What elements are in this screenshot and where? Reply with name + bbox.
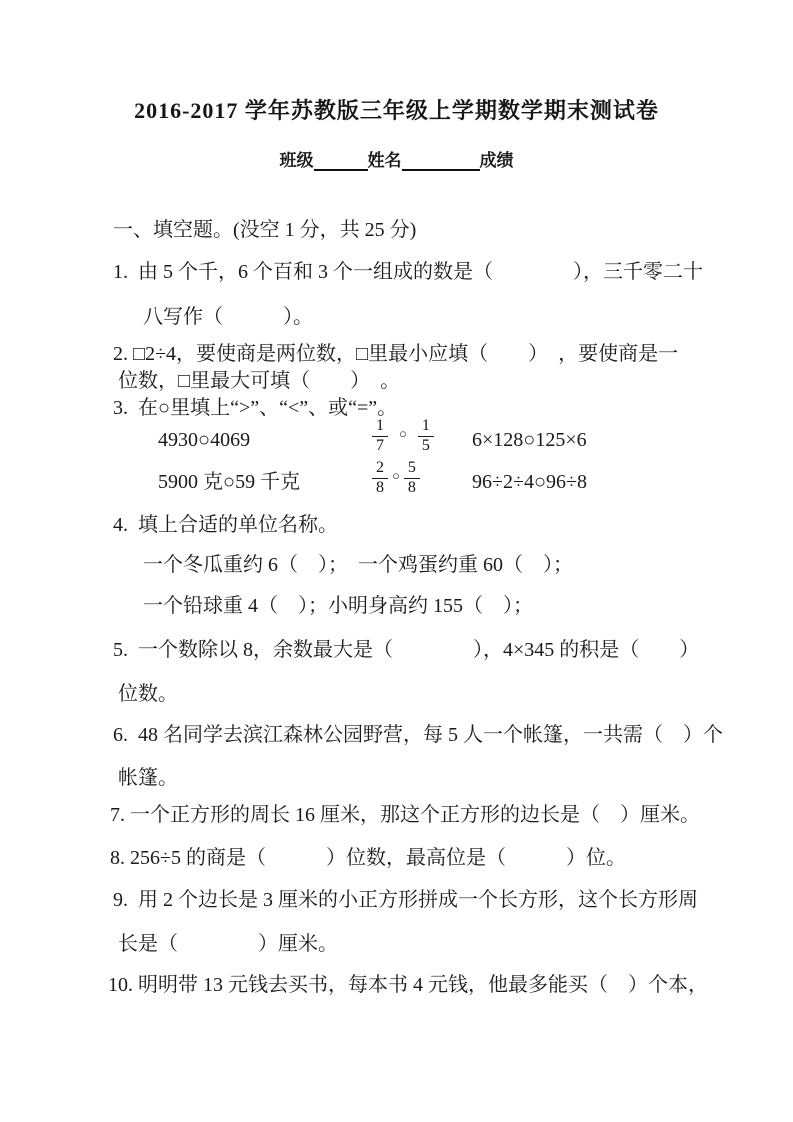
fraction-five-eighths — [404, 460, 420, 497]
question-1-line-2: 八写作（ ）。 — [143, 306, 313, 328]
question-4-heading: 4. 填上合适的单位名称。 — [113, 514, 338, 536]
fraction-one-seventh — [372, 418, 388, 455]
question-7-line-1: 7. 一个正方形的周长 16 厘米，那这个正方形的边长是（ ）厘米。 — [110, 804, 700, 826]
compare-item-products: 6×128○125×6 — [472, 429, 587, 451]
question-9-line-2: 长是（ ）厘米。 — [118, 933, 338, 955]
fraction-denominator: 8 — [376, 478, 384, 496]
question-10-line-1: 10. 明明带 13 元钱去买书，每本书 4 元钱，他最多能买（ ）个本， — [108, 974, 708, 996]
compare-circle-icon: ○ — [392, 468, 400, 484]
question-5-line-2: 位数。 — [118, 683, 178, 705]
name-field-label: 姓名 — [367, 151, 402, 170]
compare-item-weights: 5900 克○59 千克 — [158, 471, 301, 493]
exam-title: 2016-2017 学年苏教版三年级上学期数学期末测试卷 — [134, 98, 659, 123]
fraction-two-eighths — [372, 460, 388, 497]
question-6-line-1: 6. 48 名同学去滨江森林公园野营，每 5 人一个帐篷，一共需（ ）个 — [113, 724, 723, 746]
name-blank-line — [402, 150, 480, 171]
question-2-line-1: 2. □2÷4，要使商是两位数，□里最小应填（ ） ，要使商是一 — [113, 343, 679, 365]
compare-circle-icon: ○ — [399, 426, 407, 442]
question-6-line-2: 帐篷。 — [118, 767, 178, 789]
class-blank-line — [314, 150, 368, 171]
fraction-denominator: 8 — [407, 478, 416, 496]
fraction-numerator: 1 — [372, 418, 388, 437]
question-9-line-1: 9. 用 2 个边长是 3 厘米的小正方形拼成一个长方形，这个长方形周 — [113, 889, 698, 911]
question-4-line-2: 一个铅球重 4（ ）；小明身高约 155（ ）； — [143, 595, 533, 617]
score-field-label: 成绩 — [479, 151, 514, 170]
question-2-line-2: 位数，□里最大可填（ ） 。 — [118, 370, 401, 392]
fraction-one-fifth — [418, 418, 434, 455]
compare-item-numbers: 4930○4069 — [158, 429, 251, 451]
section-1-heading: 一、填空题。(没空 1 分，共 25 分) — [113, 219, 417, 241]
fraction-numerator: 1 — [418, 418, 434, 437]
header-fields-row — [280, 146, 514, 171]
fraction-denominator: 7 — [376, 436, 384, 454]
question-8-line-1: 8. 256÷5 的商是（ ）位数，最高位是（ ）位。 — [110, 847, 626, 869]
compare-item-divisions: 96÷2÷4○96÷8 — [472, 471, 588, 493]
question-5-line-1: 5. 一个数除以 8，余数最大是（ ），4×345 的积是（ ） — [113, 639, 700, 661]
fraction-denominator: 5 — [421, 436, 430, 454]
fraction-numerator: 5 — [404, 460, 420, 479]
fraction-numerator: 2 — [372, 460, 388, 479]
question-3-heading: 3. 在○里填上“>”、“<”、或“=”。 — [113, 397, 398, 419]
class-field-label: 班级 — [279, 151, 314, 170]
question-4-line-1: 一个冬瓜重约 6（ ）； 一个鸡蛋约重 60（ ）； — [143, 554, 573, 576]
question-1-line-1: 1. 由 5 个千，6 个百和 3 个一组成的数是（ ），三千零二十 — [113, 261, 703, 283]
